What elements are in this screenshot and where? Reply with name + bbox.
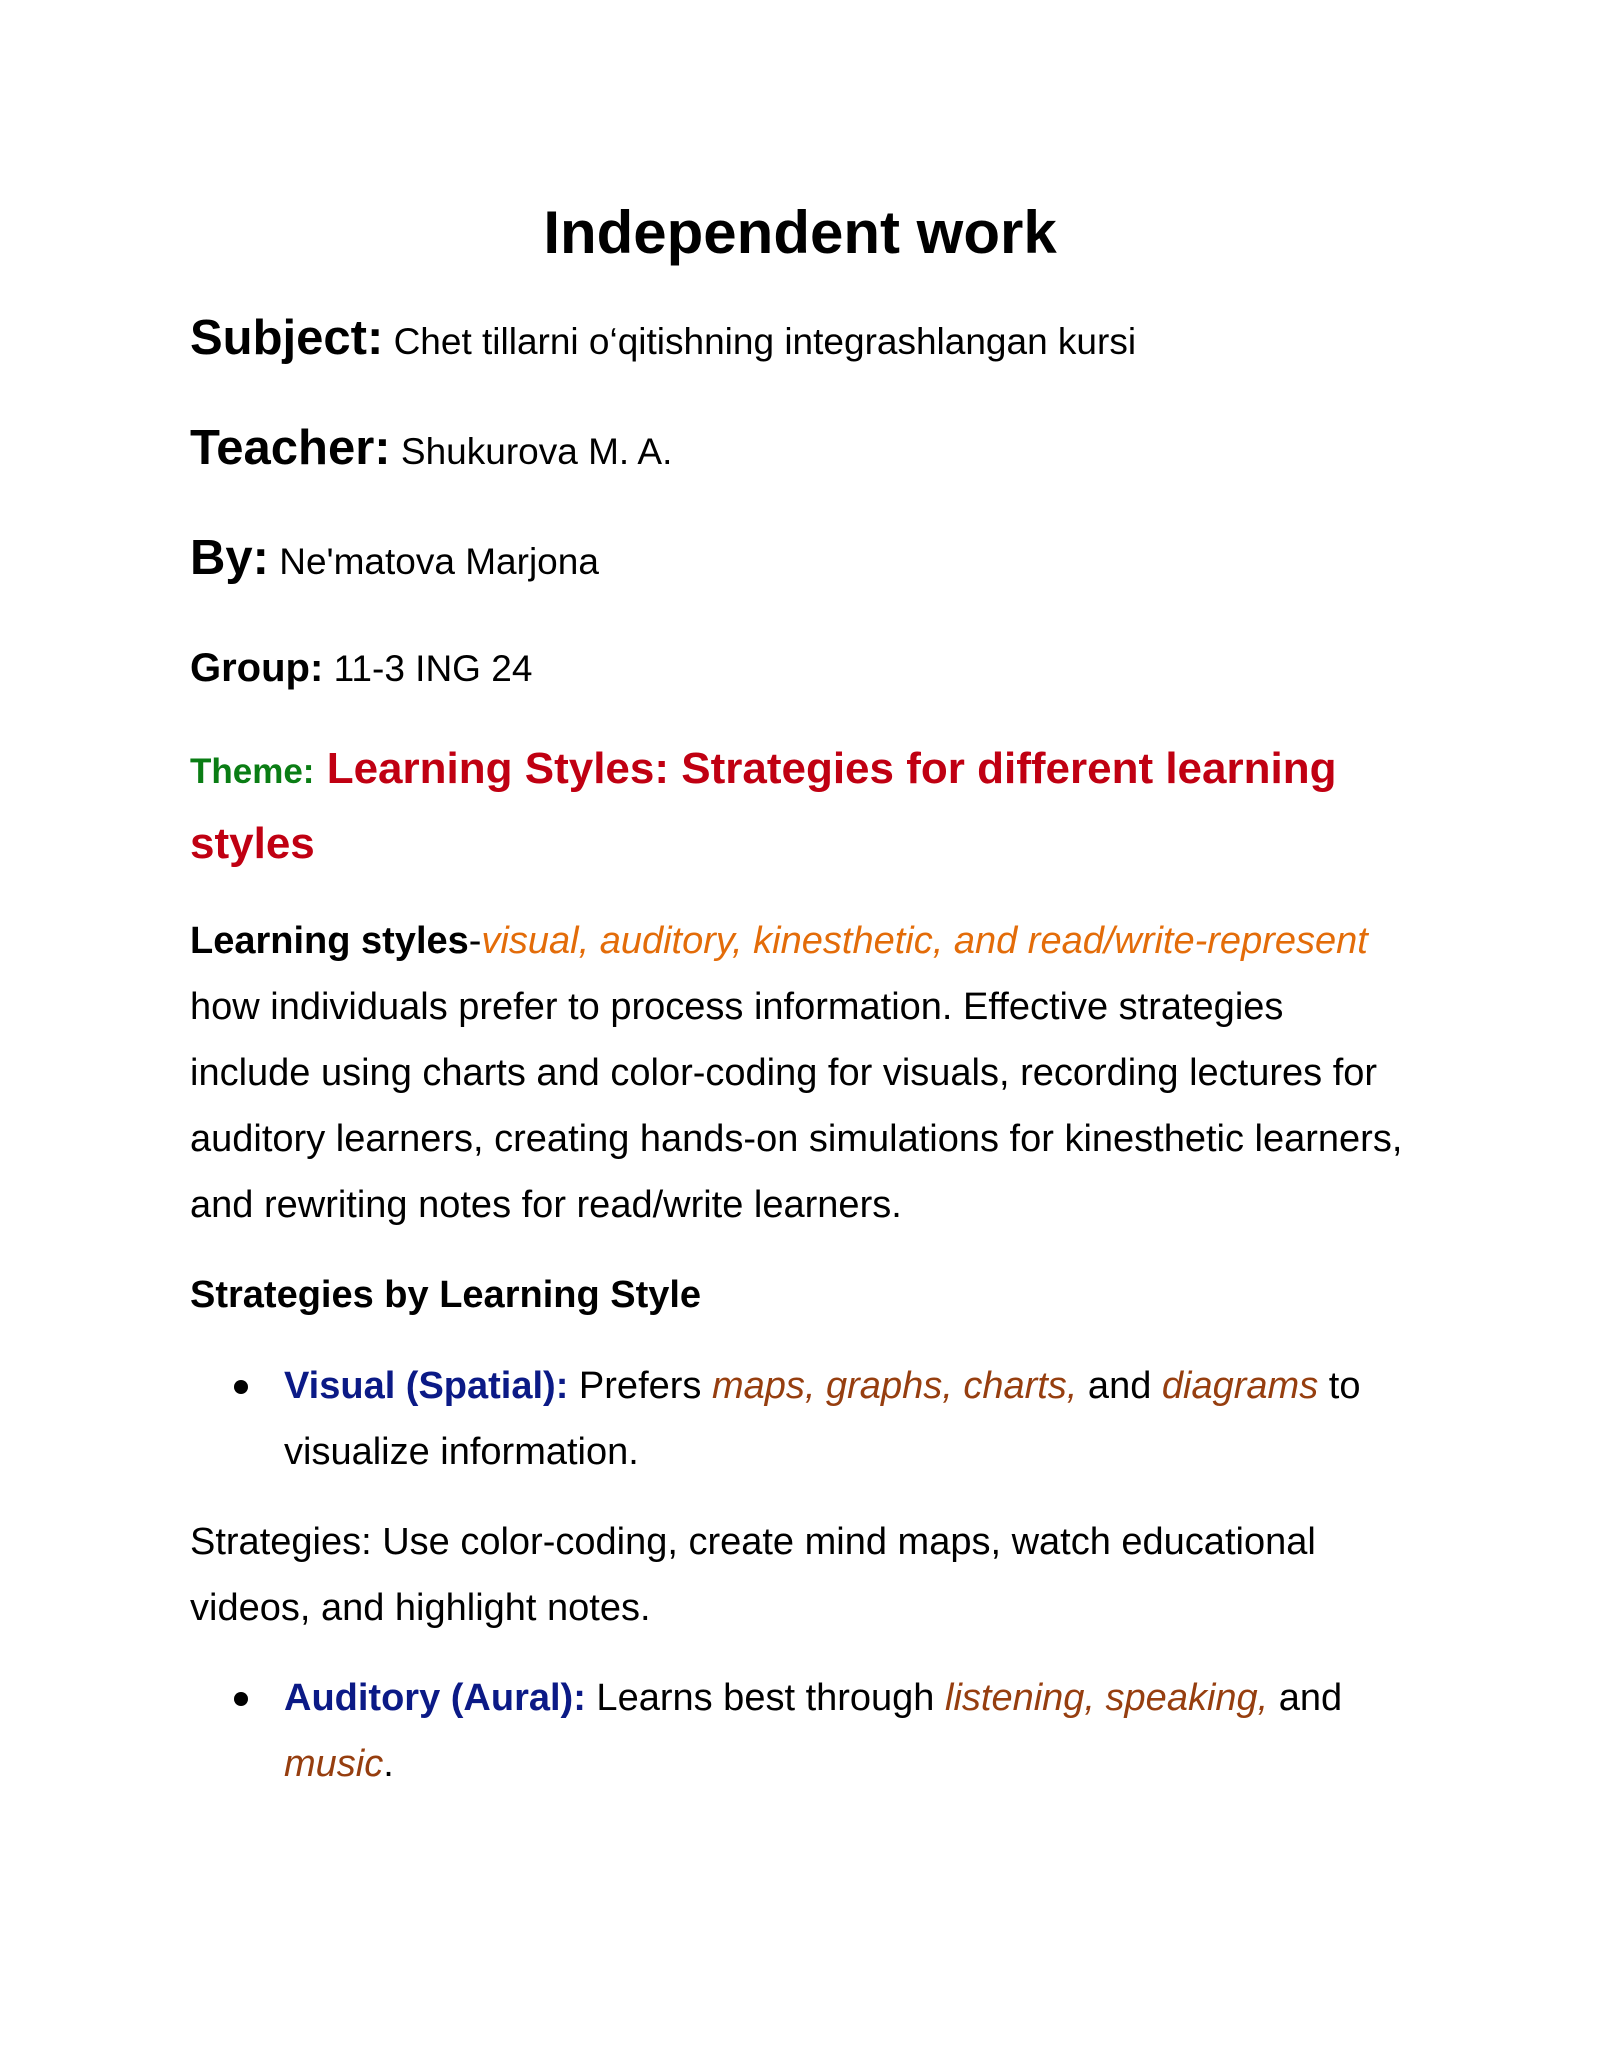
visual-strategies: Strategies: Use color-coding, create mind maps, watch educational videos, and highlight notes. (190, 1521, 1316, 1629)
list-item (190, 1665, 1410, 1797)
document-title: Independent work (543, 199, 1057, 266)
style-italic-1: maps, graphs, charts, (711, 1365, 1078, 1407)
subject-field (190, 311, 1410, 366)
intro-body: how individuals prefer to process information. Effective strategies include using charts and color-coding for visuals, recording lectures for auditory learners, creating hands-on simulations for kinesthetic learners, and rewriting notes for read/write learners. (190, 986, 1403, 1226)
style-text-middle: and (1268, 1677, 1343, 1719)
author-field (190, 531, 1410, 586)
bullet-icon (234, 1692, 248, 1706)
style-text-middle: and (1077, 1365, 1162, 1407)
theme-label: Theme: (190, 752, 315, 791)
intro-dash: - (468, 920, 482, 962)
style-italic-2: diagrams (1161, 1365, 1319, 1407)
style-label: Auditory (Aural): (284, 1677, 586, 1719)
list-item (190, 1353, 1410, 1485)
style-label: Visual (Spatial): (284, 1365, 569, 1407)
theme-line (190, 733, 1410, 880)
intro-paragraph (190, 908, 1410, 1238)
section-heading: Strategies by Learning Style (190, 1274, 702, 1316)
style-text-before: Learns best through (585, 1677, 946, 1719)
teacher-value: Shukurova M. A. (400, 431, 673, 472)
intro-term: Learning styles (190, 920, 469, 962)
theme-value: Learning Styles: Strategies for different learning styles (190, 744, 1337, 868)
group-label: Group: (190, 646, 324, 690)
auditory-style-list (190, 1665, 1410, 1797)
teacher-label: Teacher: (190, 421, 391, 475)
style-italic-2: music (284, 1743, 384, 1785)
group-value: 11-3 ING 24 (333, 648, 533, 689)
style-text-after: to visualize information. (284, 1365, 1361, 1473)
bullet-icon (234, 1380, 248, 1394)
teacher-field (190, 421, 1410, 476)
intro-styles-list: visual, auditory, kinesthetic, and read/write-represent (481, 920, 1368, 962)
style-italic-1: listening, speaking, (945, 1677, 1269, 1719)
visual-style-list (190, 1353, 1410, 1485)
style-text-after: . (383, 1743, 394, 1785)
author-label: By: (190, 531, 269, 585)
author-value: Ne'matova Marjona (279, 541, 599, 582)
group-field (190, 644, 1410, 693)
style-text-before: Prefers (568, 1365, 712, 1407)
subject-text: Chet tillarni o‘qitishning integrashlangan kursi (393, 321, 1137, 362)
subject-label: Subject: (190, 311, 384, 365)
